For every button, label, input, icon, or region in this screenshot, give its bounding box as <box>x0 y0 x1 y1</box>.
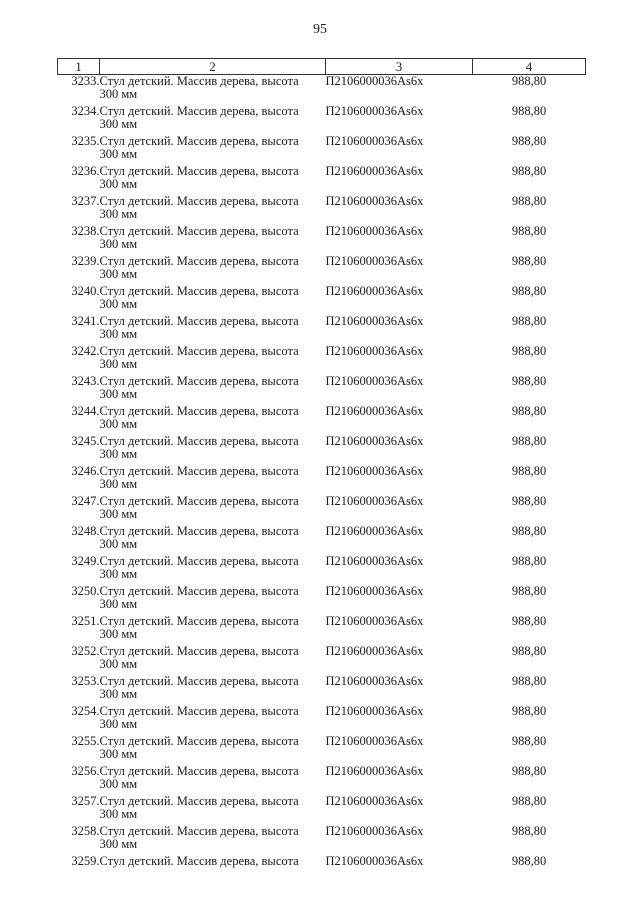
item-name-line: Стул детский. Массив дерева, высота <box>99 164 299 178</box>
inventory-code: П2106000036Аs6х <box>325 704 424 718</box>
item-price: 988,80 <box>511 164 547 178</box>
item-price: 988,80 <box>511 614 547 628</box>
item-name <box>100 585 326 615</box>
table-row <box>58 75 586 106</box>
table-row <box>58 315 586 345</box>
row-number: 3255. <box>71 734 100 748</box>
item-price: 988,80 <box>511 374 547 388</box>
item-height-line: 300 мм <box>99 717 138 731</box>
row-number: 3244. <box>71 404 100 418</box>
item-name <box>100 825 326 855</box>
inventory-code: П2106000036Аs6х <box>325 284 424 298</box>
row-number: 3233. <box>71 74 100 88</box>
table-row <box>58 345 586 375</box>
item-name <box>100 735 326 765</box>
item-height-line: 300 мм <box>99 597 138 611</box>
item-name <box>100 435 326 465</box>
item-price: 988,80 <box>511 854 547 868</box>
table-row <box>58 405 586 435</box>
inventory-code: П2106000036Аs6х <box>325 314 424 328</box>
item-name-line: Стул детский. Массив дерева, высота <box>99 464 299 478</box>
item-price: 988,80 <box>511 194 547 208</box>
row-number: 3249. <box>71 554 100 568</box>
inventory-code: П2106000036Аs6х <box>325 854 424 868</box>
item-name <box>100 495 326 525</box>
inventory-code: П2106000036Аs6х <box>325 224 424 238</box>
item-name <box>100 405 326 435</box>
item-name <box>100 795 326 825</box>
item-name-line: Стул детский. Массив дерева, высота <box>99 344 299 358</box>
item-height-line: 300 мм <box>99 417 138 431</box>
item-price: 988,80 <box>511 134 547 148</box>
table-row <box>58 795 586 825</box>
table-row <box>58 645 586 675</box>
row-number: 3241. <box>71 314 100 328</box>
row-number: 3243. <box>71 374 100 388</box>
item-price: 988,80 <box>511 794 547 808</box>
row-number: 3240. <box>71 284 100 298</box>
inventory-code: П2106000036Аs6х <box>325 374 424 388</box>
item-price: 988,80 <box>511 74 547 88</box>
item-price: 988,80 <box>511 404 547 418</box>
table-row <box>58 525 586 555</box>
item-name-line: Стул детский. Массив дерева, высота <box>99 404 299 418</box>
item-height-line: 300 мм <box>99 117 138 131</box>
item-name-line: Стул детский. Массив дерева, высота <box>99 374 299 388</box>
item-height-line: 300 мм <box>99 507 138 521</box>
table-row <box>58 195 586 225</box>
item-name <box>100 315 326 345</box>
table-row <box>58 705 586 735</box>
item-name <box>100 465 326 495</box>
table-row <box>58 495 586 525</box>
row-number: 3251. <box>71 614 100 628</box>
row-number: 3254. <box>71 704 100 718</box>
item-name <box>100 525 326 555</box>
row-number: 3239. <box>71 254 100 268</box>
row-number: 3250. <box>71 584 100 598</box>
item-price: 988,80 <box>511 284 547 298</box>
inventory-code: П2106000036Аs6х <box>325 254 424 268</box>
item-height-line: 300 мм <box>99 567 138 581</box>
item-name-line: Стул детский. Массив дерева, высота <box>99 764 299 778</box>
item-price: 988,80 <box>511 524 547 538</box>
row-number: 3242. <box>71 344 100 358</box>
item-name-line: Стул детский. Массив дерева, высота <box>99 494 299 508</box>
item-price: 988,80 <box>511 344 547 358</box>
item-name-line: Стул детский. Массив дерева, высота <box>99 74 299 88</box>
inventory-code: П2106000036Аs6х <box>325 464 424 478</box>
table-row <box>58 765 586 795</box>
item-name-line: Стул детский. Массив дерева, высота <box>99 434 299 448</box>
item-price: 988,80 <box>511 584 547 598</box>
item-height-line: 300 мм <box>99 537 138 551</box>
inventory-code: П2106000036Аs6х <box>325 404 424 418</box>
inventory-table <box>57 58 586 885</box>
item-height-line: 300 мм <box>99 177 138 191</box>
item-name-line: Стул детский. Массив дерева, высота <box>99 614 299 628</box>
table-row <box>58 735 586 765</box>
item-name <box>100 345 326 375</box>
row-number: 3253. <box>71 674 100 688</box>
column-header-1: 1 <box>58 59 100 75</box>
item-name <box>100 765 326 795</box>
row-number: 3245. <box>71 434 100 448</box>
inventory-code: П2106000036Аs6х <box>325 344 424 358</box>
item-price: 988,80 <box>511 764 547 778</box>
item-name-line: Стул детский. Массив дерева, высота <box>99 104 299 118</box>
item-height-line: 300 мм <box>99 147 138 161</box>
inventory-code: П2106000036Аs6х <box>325 494 424 508</box>
item-name-line: Стул детский. Массив дерева, высота <box>99 704 299 718</box>
table-row <box>58 435 586 465</box>
item-height-line: 300 мм <box>99 87 138 101</box>
table-body <box>58 75 586 886</box>
item-name <box>100 195 326 225</box>
item-name-line: Стул детский. Массив дерева, высота <box>99 674 299 688</box>
row-number: 3235. <box>71 134 100 148</box>
item-name-line: Стул детский. Массив дерева, высота <box>99 224 299 238</box>
inventory-code: П2106000036Аs6х <box>325 674 424 688</box>
column-header-2: 2 <box>100 59 326 75</box>
row-number: 3236. <box>71 164 100 178</box>
item-name <box>100 705 326 735</box>
inventory-code: П2106000036Аs6х <box>325 614 424 628</box>
row-number: 3238. <box>71 224 100 238</box>
table-row <box>58 825 586 855</box>
table-row <box>58 465 586 495</box>
item-height-line: 300 мм <box>99 747 138 761</box>
table-row <box>58 225 586 255</box>
item-name <box>100 675 326 705</box>
column-header-3: 3 <box>326 59 473 75</box>
row-number: 3234. <box>71 104 100 118</box>
table-row <box>58 255 586 285</box>
column-header-4: 4 <box>473 59 586 75</box>
page-number: 95 <box>313 22 327 37</box>
item-name-line: Стул детский. Массив дерева, высота <box>99 314 299 328</box>
item-height-line: 300 мм <box>99 297 138 311</box>
table-row <box>58 855 586 885</box>
item-name <box>100 645 326 675</box>
item-name-line: Стул детский. Массив дерева, высота <box>99 254 299 268</box>
item-name <box>100 75 326 106</box>
item-price: 988,80 <box>511 644 547 658</box>
table-row <box>58 585 586 615</box>
table-header-row <box>58 59 586 75</box>
item-price: 988,80 <box>511 104 547 118</box>
inventory-code: П2106000036Аs6х <box>325 584 424 598</box>
item-height-line: 300 мм <box>99 267 138 281</box>
item-height-line: 300 мм <box>99 687 138 701</box>
item-name-line: Стул детский. Массив дерева, высота <box>99 794 299 808</box>
item-name <box>100 555 326 585</box>
row-number: 3252. <box>71 644 100 658</box>
item-name-line: Стул детский. Массив дерева, высота <box>99 644 299 658</box>
item-height-line: 300 мм <box>99 777 138 791</box>
row-number: 3237. <box>71 194 100 208</box>
inventory-code: П2106000036Аs6х <box>325 554 424 568</box>
row-number: 3246. <box>71 464 100 478</box>
item-name <box>100 615 326 645</box>
item-height-line: 300 мм <box>99 207 138 221</box>
item-price: 988,80 <box>511 464 547 478</box>
item-price: 988,80 <box>511 704 547 718</box>
item-price: 988,80 <box>511 254 547 268</box>
item-name-line: Стул детский. Массив дерева, высота <box>99 194 299 208</box>
item-height-line: 300 мм <box>99 837 138 851</box>
item-name <box>100 255 326 285</box>
item-name <box>100 285 326 315</box>
inventory-code: П2106000036Аs6х <box>325 104 424 118</box>
inventory-code: П2106000036Аs6х <box>325 134 424 148</box>
item-price: 988,80 <box>511 314 547 328</box>
inventory-code: П2106000036Аs6х <box>325 194 424 208</box>
item-height-line: 300 мм <box>99 447 138 461</box>
item-price: 988,80 <box>511 434 547 448</box>
item-name <box>100 855 326 885</box>
row-number: 3247. <box>71 494 100 508</box>
item-height-line: 300 мм <box>99 627 138 641</box>
item-price: 988,80 <box>511 734 547 748</box>
item-name <box>100 165 326 195</box>
row-number: 3258. <box>71 824 100 838</box>
inventory-code: П2106000036Аs6х <box>325 794 424 808</box>
inventory-code: П2106000036Аs6х <box>325 764 424 778</box>
item-name-line: Стул детский. Массив дерева, высота <box>99 734 299 748</box>
item-height-line: 300 мм <box>99 477 138 491</box>
table-row <box>58 285 586 315</box>
table-row <box>58 555 586 585</box>
item-name <box>100 375 326 405</box>
inventory-code: П2106000036Аs6х <box>325 434 424 448</box>
table-row <box>58 375 586 405</box>
item-name-line: Стул детский. Массив дерева, высота <box>99 284 299 298</box>
row-number: 3256. <box>71 764 100 778</box>
item-name-line: Стул детский. Массив дерева, высота <box>99 824 299 838</box>
table-row <box>58 105 586 135</box>
table-row <box>58 165 586 195</box>
item-height-line: 300 мм <box>99 657 138 671</box>
item-name <box>100 135 326 165</box>
item-price: 988,80 <box>511 674 547 688</box>
table-row <box>58 675 586 705</box>
table-row <box>58 615 586 645</box>
item-height-line: 300 мм <box>99 357 138 371</box>
item-name-line: Стул детский. Массив дерева, высота <box>99 584 299 598</box>
row-number: 3248. <box>71 524 100 538</box>
inventory-code: П2106000036Аs6х <box>325 644 424 658</box>
item-height-line: 300 мм <box>99 237 138 251</box>
inventory-code: П2106000036Аs6х <box>325 824 424 838</box>
item-name <box>100 105 326 135</box>
inventory-code: П2106000036Аs6х <box>325 524 424 538</box>
inventory-code: П2106000036Аs6х <box>325 164 424 178</box>
row-number: 3259. <box>71 854 100 868</box>
item-price: 988,80 <box>511 824 547 838</box>
item-height-line: 300 мм <box>99 327 138 341</box>
row-number: 3257. <box>71 794 100 808</box>
item-name-line: Стул детский. Массив дерева, высота <box>99 524 299 538</box>
item-name <box>100 225 326 255</box>
item-price: 988,80 <box>511 224 547 238</box>
item-height-line: 300 мм <box>99 807 138 821</box>
inventory-code: П2106000036Аs6х <box>325 734 424 748</box>
inventory-code: П2106000036Аs6х <box>325 74 424 88</box>
item-height-line: 300 мм <box>99 387 138 401</box>
item-price: 988,80 <box>511 494 547 508</box>
item-name-line: Стул детский. Массив дерева, высота <box>99 554 299 568</box>
item-price: 988,80 <box>511 554 547 568</box>
item-name-line: Стул детский. Массив дерева, высота <box>99 854 299 868</box>
table-row <box>58 135 586 165</box>
item-name-line: Стул детский. Массив дерева, высота <box>99 134 299 148</box>
